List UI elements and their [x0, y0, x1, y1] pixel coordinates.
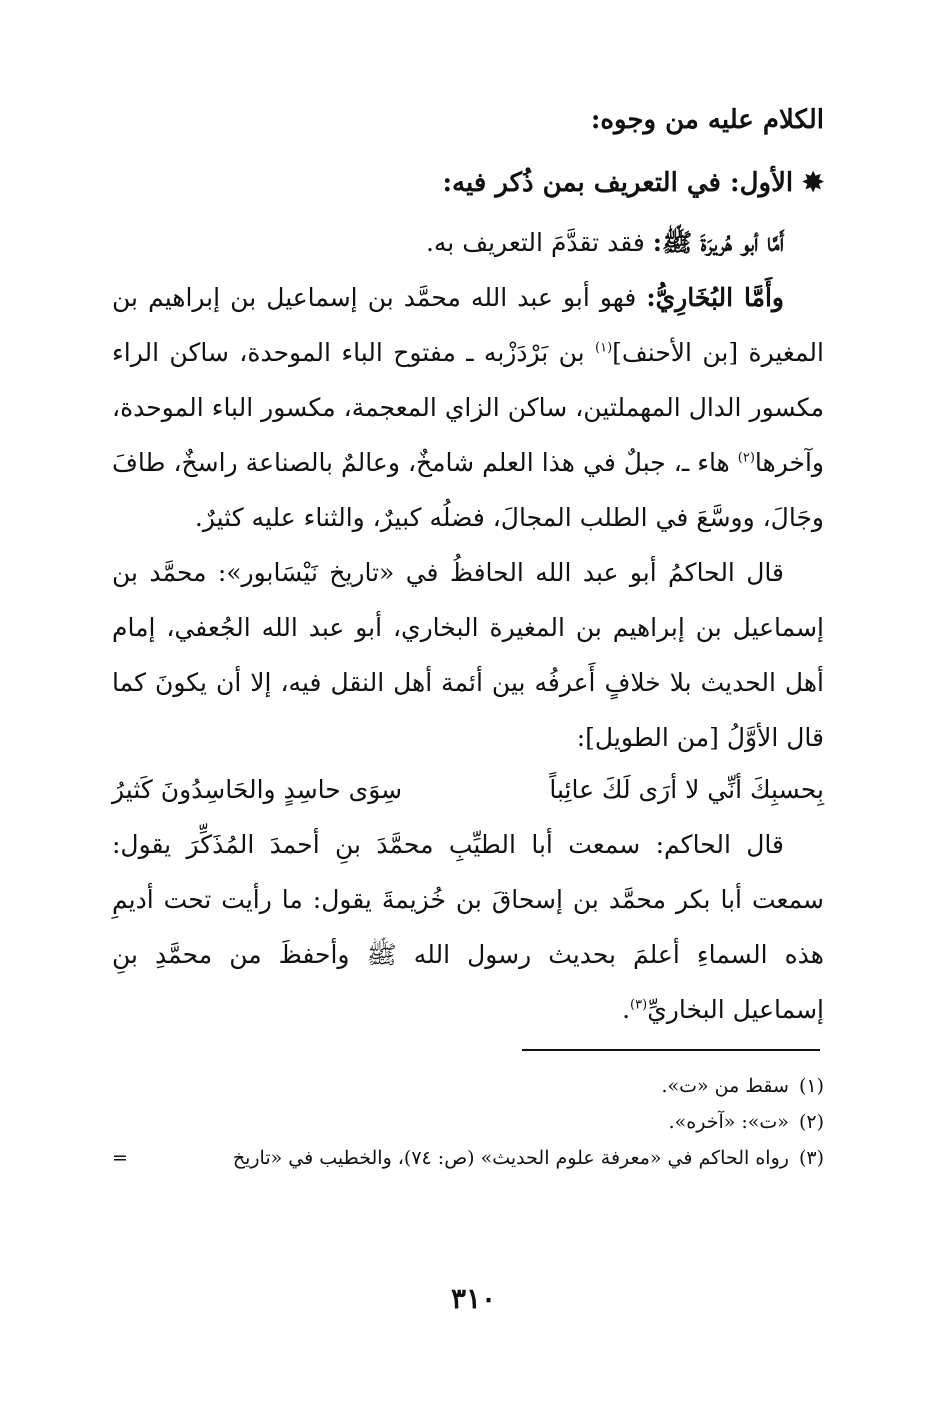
- footnote-text: سقط من «ت».: [661, 1075, 789, 1097]
- continuation-mark: =: [112, 1147, 128, 1169]
- ibn-khuzayma-text: قال الحاكم: سمعت أبا الطيِّبِ محمَّدَ بنِ أحمدَ المُذَكِّرَ يقول: سمعت أبا بكر محمَّد بن إسحاقَ بن خُزيمةَ يقول: ما رأيت تحت أديمِ هذه السماءِ أعلمَ بحديث رسول الله ﷺ وأحفظَ من محمَّدِ بنِ إسماعيل البخاريِّ: [112, 830, 824, 1024]
- ibn-khuzayma-end: .: [622, 995, 631, 1024]
- footnote-number: (١): [798, 1075, 824, 1097]
- bukhari-text-b: بن بَرْدَزْبه ـ مفتوح الباء الموحدة، ساكن الراء مكسور الدال المهملتين، ساكن الزاي المعجمة، مكسور الباء الموحدة، وآخرها: [112, 338, 824, 477]
- abu-hurayra-text: فقد تقدَّمَ التعريف به.: [425, 228, 645, 257]
- verse-hemistich-1: بِحسبِكَ أنِّي لا أرَى لَكَ عائِباً: [549, 775, 824, 804]
- page-number: ٣١٠: [450, 1282, 497, 1315]
- hakim-quote-text: قال الحاكمُ أبو عبد الله الحافظُ في «تاريخ نَيْسَابور»: محمَّد بن إسماعيل بن إبراهيم بن المغيرة البخاري، أبو عبد الله الجُعفي، إمام أهل الحديث بلا خلافٍ أَعرفُه بين أئمة أهل النقل فيه، إلا أن يكونَ كما قال الأوَّلُ [من الطويل]:: [112, 558, 824, 752]
- body-text-continued: [112, 817, 824, 1037]
- footnote-2: [112, 1104, 824, 1140]
- footnote-1: [112, 1068, 824, 1104]
- bukhari-lead: وأَمَّا البُخَارِيُّ:: [646, 283, 784, 312]
- first-aspect-label: الأول:: [730, 168, 794, 198]
- bukhari-text-c: هاء ـ، جبلٌ في هذا العلم شامخٌ، وعالمٌ بالصناعة راسخٌ، طافَ وجَالَ، ووسَّعَ في الطلب المجالَ، فضلُه كبيرٌ، والثناء عليه كثيرٌ.: [112, 448, 824, 532]
- first-aspect-heading: [112, 163, 824, 203]
- footnote-3: [112, 1140, 824, 1176]
- abu-hurayra-lead: أَمَّا أبو هُريرَةَ ﷺ:: [652, 228, 784, 257]
- paragraph-abu-hurayra: [112, 215, 824, 270]
- section-heading-text: الكلام عليه من وجوه:: [590, 105, 824, 135]
- footnote-divider: [522, 1049, 820, 1051]
- footnote-ref-3[interactable]: (٣): [630, 997, 648, 1013]
- footnote-ref-1[interactable]: (١): [595, 340, 613, 356]
- body-text: [112, 215, 824, 765]
- paragraph-bukhari: [112, 270, 824, 545]
- paragraph-hakim-quote: [112, 545, 824, 765]
- section-heading: [112, 100, 824, 140]
- first-aspect-text: في التعريف بمن ذُكر فيه:: [442, 168, 721, 198]
- footnote-number: (٣): [798, 1147, 824, 1169]
- poem-verse: [112, 762, 824, 817]
- footnote-ref-2[interactable]: (٢): [737, 450, 755, 466]
- footnote-number: (٢): [798, 1111, 824, 1133]
- paragraph-ibn-khuzayma: [112, 817, 824, 1037]
- bukhari-text-a: فهو أبو عبد الله محمَّد بن إسماعيل بن إبراهيم بن المغيرة [بن الأحنف]: [112, 283, 824, 367]
- footnotes: [112, 1068, 824, 1176]
- footnote-text: «ت»: «آخره».: [668, 1111, 789, 1133]
- verse-hemistich-2: سِوَى حاسِدٍ والحَاسِدُونَ كَثيرُ: [112, 775, 403, 804]
- footnote-text: رواه الحاكم في «معرفة علوم الحديث» (ص: ٧٤)، والخطيب في «تاريخ: [232, 1147, 789, 1169]
- asterisk-icon: ✸: [802, 168, 824, 198]
